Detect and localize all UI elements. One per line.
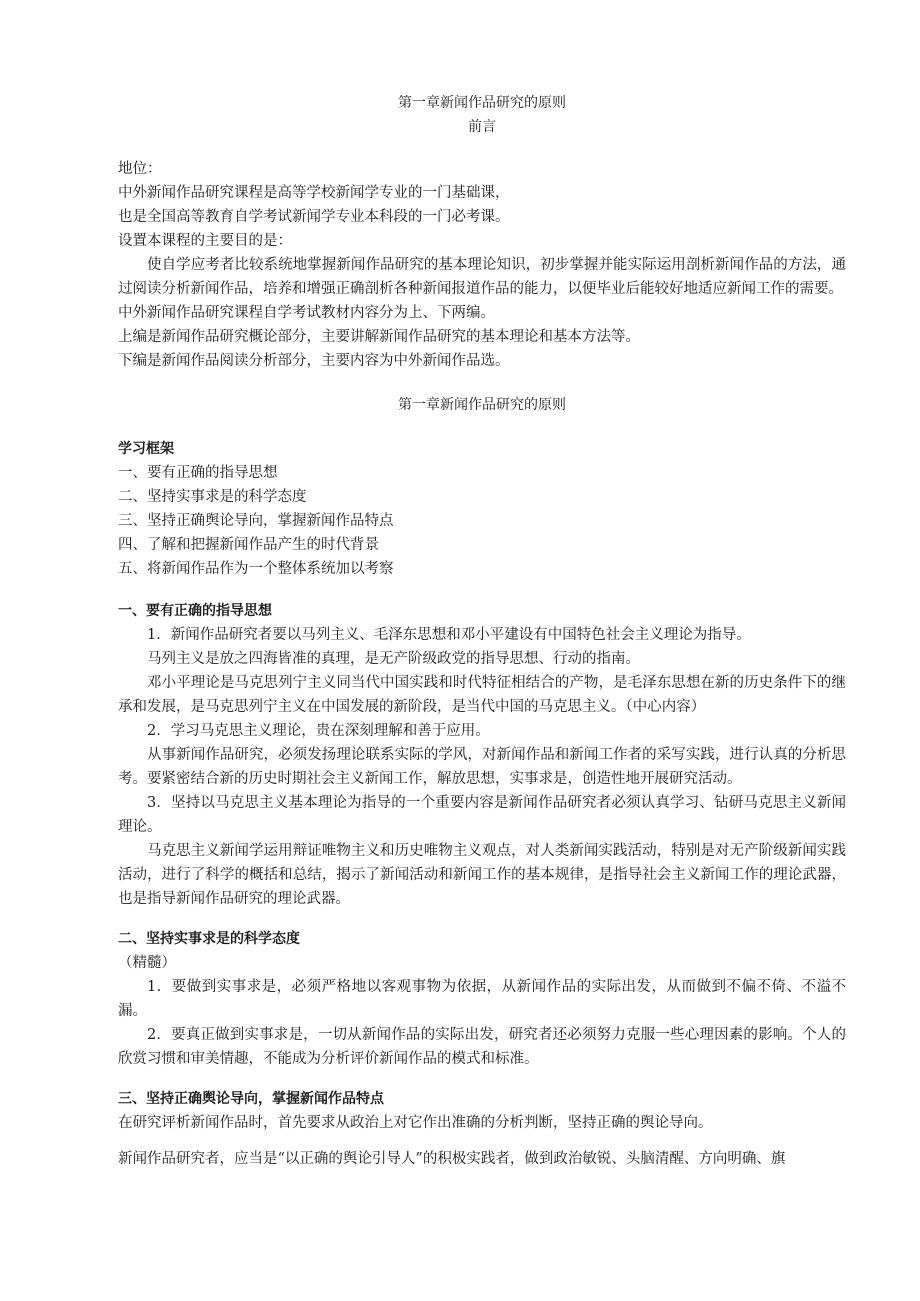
section1-paragraph: 从事新闻作品研究，必须发扬理论联系实际的学风，对新闻作品和新闻工作者的采写实践，进行认真的分析思考。要紧密结合新的历史时期社会主义新闻工作，解放思想，实事求是，创造性地开展研究活动。	[118, 747, 846, 787]
page-subtitle: 前言	[468, 119, 496, 135]
section2-paragraph: 1．要做到实事求是，必须严格地以客观事物为依据，从新闻作品的实际出发，从而做到不偏不倚、不溢不漏。	[118, 979, 846, 1019]
purpose-label: 设置本课程的主要目的是：	[118, 233, 292, 249]
section3-paragraph: 在研究评析新闻作品时，首先要求从政治上对它作出准确的分析判断，坚持正确的舆论导向。	[118, 1115, 713, 1131]
document-body	[118, 91, 846, 1171]
framework-item: 五、将新闻作品作为一个整体系统加以考察	[118, 561, 394, 577]
section3-paragraph: 新闻作品研究者，应当是“以正确的舆论引导人”的积极实践者，做到政治敏锐、头脑清醒、方向明确、旗	[118, 1151, 786, 1167]
section1-paragraph: 1．新闻作品研究者要以马列主义、毛泽东思想和邓小平建设有中国特色社会主义理论为指导。	[147, 627, 751, 643]
section-heading-2: 二、坚持实事求是的科学态度	[118, 931, 300, 947]
section-heading-3: 三、坚持正确舆论导向，掌握新闻作品特点	[118, 1091, 384, 1107]
position-line-1: 中外新闻作品研究课程是高等学校新闻学专业的一门基础课，	[118, 185, 510, 201]
framework-item: 二、坚持实事求是的科学态度	[118, 489, 307, 505]
page-title: 第一章新闻作品研究的原则	[398, 95, 566, 111]
section1-paragraph: 马克思主义新闻学运用辩证唯物主义和历史唯物主义观点，对人类新闻实践活动，特别是对无产阶级新闻实践活动，进行了科学的概括和总结，揭示了新闻活动和新闻工作的基本规律，是指导社会主义新闻工作的理论武器，也是指导新闻作品研究的理论武器。	[118, 843, 846, 907]
section1-paragraph: 3．坚持以马克思主义基本理论为指导的一个重要内容是新闻作品研究者必须认真学习、钻研马克思主义新闻理论。	[118, 795, 846, 835]
framework-item: 四、了解和把握新闻作品产生的时代背景	[118, 537, 379, 553]
content-line-3: 下编是新闻作品阅读分析部分，主要内容为中外新闻作品选。	[118, 353, 510, 369]
chapter-title: 第一章新闻作品研究的原则	[398, 397, 566, 413]
position-label: 地位：	[118, 161, 162, 177]
framework-item: 三、坚持正确舆论导向，掌握新闻作品特点	[118, 513, 394, 529]
section1-paragraph: 邓小平理论是马克思列宁主义同当代中国实践和时代特征相结合的产物，是毛泽东思想在新的历史条件下的继承和发展，是马克思列宁主义在中国发展的新阶段，是当代中国的马克思主义。（中心内容）	[118, 675, 846, 715]
framework-item: 一、要有正确的指导思想	[118, 465, 278, 481]
purpose-paragraph: 使自学应考者比较系统地掌握新闻作品研究的基本理论知识，初步掌握并能实际运用剖析新闻作品的方法，通过阅读分析新闻作品，培养和增强正确剖析各种新闻报道作品的能力，以便毕业后能较好地适应新闻工作的需要。	[118, 257, 846, 297]
content-line-2: 上编是新闻作品研究概论部分，主要讲解新闻作品研究的基本理论和基本方法等。	[118, 329, 640, 345]
section2-paragraph: 2．要真正做到实事求是，一切从新闻作品的实际出发，研究者还必须努力克服一些心理因素的影响。个人的欣赏习惯和审美情趣，不能成为分析评价新闻作品的模式和标准。	[118, 1027, 846, 1067]
section1-paragraph: 2．学习马克思主义理论，贵在深刻理解和善于应用。	[147, 723, 490, 739]
section-heading-1: 一、要有正确的指导思想	[118, 603, 272, 619]
framework-label: 学习框架	[118, 441, 174, 457]
position-line-2: 也是全国高等教育自学考试新闻学专业本科段的一门必考课。	[118, 209, 510, 225]
section2-note: （精髓）	[118, 955, 176, 971]
section1-paragraph: 马列主义是放之四海皆准的真理，是无产阶级政党的指导思想、行动的指南。	[147, 651, 640, 667]
content-line-1: 中外新闻作品研究课程自学考试教材内容分为上、下两编。	[118, 305, 495, 321]
